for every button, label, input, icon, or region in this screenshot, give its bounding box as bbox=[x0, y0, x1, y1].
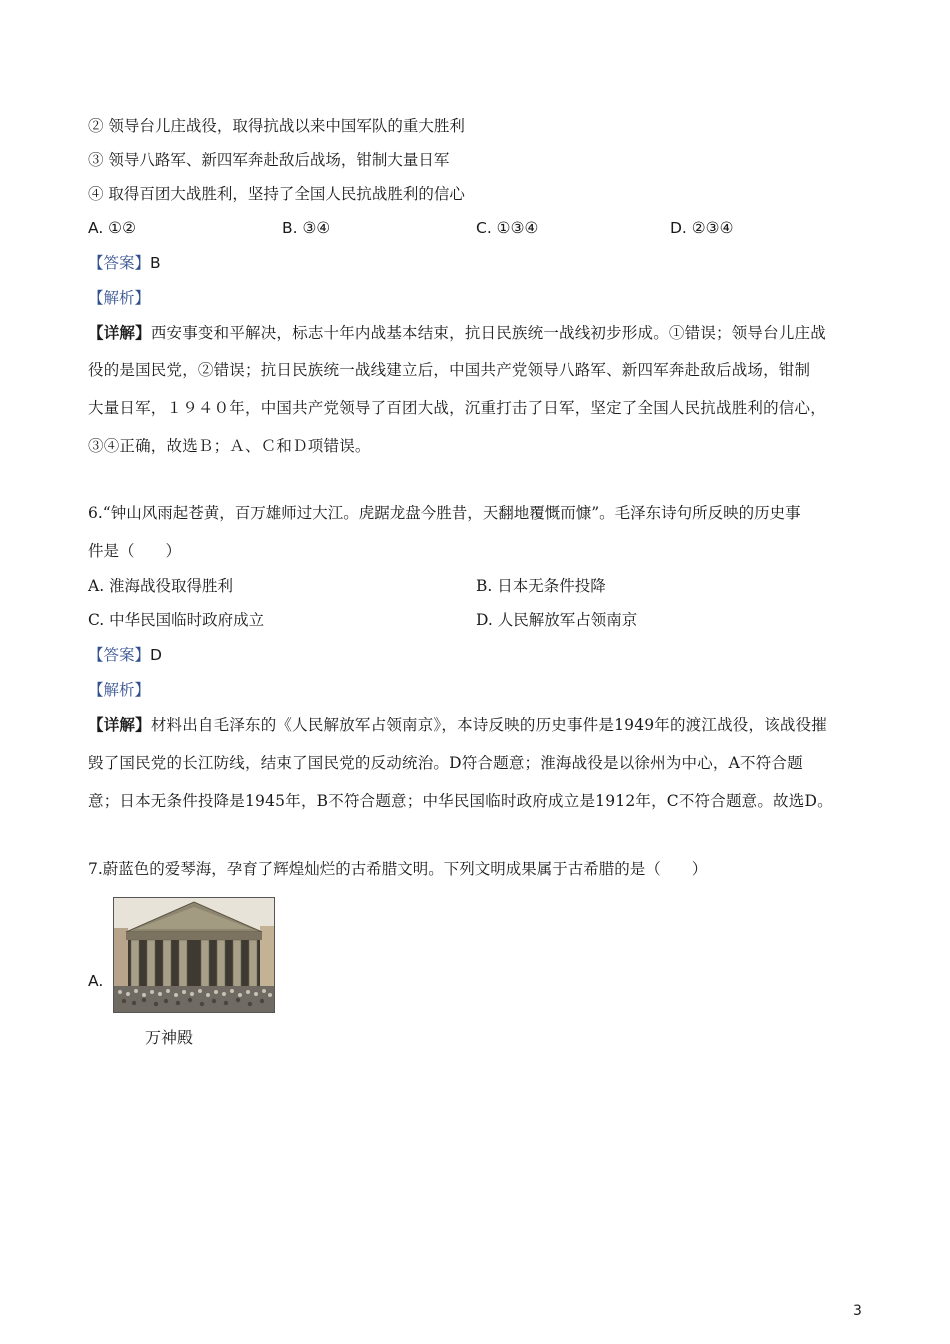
q6-answer bbox=[88, 644, 162, 666]
q6-option-a: A. 淮海战役取得胜利 bbox=[88, 577, 234, 595]
q5-detail-line-3: 大量日军，１９４０年，中国共产党领导了百团大战，沉重打击了日军，坚定了全国人民抗战胜利的信心， bbox=[88, 399, 826, 417]
q5-detail-line-4: ③④正确，故选Ｂ；Ａ、Ｃ和Ｄ项错误。 bbox=[88, 437, 371, 455]
q5-option-c: C. ①③④ bbox=[476, 219, 539, 237]
q5-detail-tag: 【详解】 bbox=[88, 323, 151, 342]
q6-detail-text-1: 材料出自毛泽东的《人民解放军占领南京》，本诗反映的历史事件是1949年的渡江战役，该战役摧 bbox=[150, 716, 828, 734]
q5-answer-value: B bbox=[150, 254, 161, 272]
q5-detail-line-2: 役的是国民党，②错误；抗日民族统一战线建立后，中国共产党领导八路军、新四军奔赴敌后战场，钳制 bbox=[88, 361, 811, 379]
q6-detail-line-3: 意；日本无条件投降是1945年，B不符合题意；中华民国临时政府成立是1912年，C不符合题意。故选D。 bbox=[88, 792, 833, 810]
q7-stem: 7.蔚蓝色的爱琴海，孕育了辉煌灿烂的古希腊文明。下列文明成果属于古希腊的是（ ） bbox=[88, 860, 708, 878]
q5-detail-text-1: 西安事变和平解决，标志十年内战基本结束，抗日民族统一战线初步形成。①错误；领导台儿庄战 bbox=[150, 324, 826, 342]
q5-item-4: ④ 取得百团大战胜利，坚持了全国人民抗战胜利的信心 bbox=[88, 185, 465, 203]
q6-answer-value: D bbox=[150, 646, 162, 664]
q5-detail-line-1 bbox=[88, 322, 864, 344]
q5-answer-tag: 【答案】 bbox=[88, 254, 151, 272]
q6-detail-line-1 bbox=[88, 714, 864, 736]
q5-analysis-tag: 【解析】 bbox=[88, 289, 151, 307]
q5-item-2: ② 领导台儿庄战役，取得抗战以来中国军队的重大胜利 bbox=[88, 117, 465, 135]
q7-option-a-label: A. bbox=[88, 972, 104, 990]
q7-option-a-caption: 万神殿 bbox=[145, 1028, 194, 1047]
q6-answer-tag: 【答案】 bbox=[88, 646, 151, 664]
q6-option-b: B. 日本无条件投降 bbox=[476, 577, 606, 595]
q5-answer bbox=[88, 252, 161, 274]
pantheon-illustration bbox=[114, 898, 274, 1012]
q6-detail-line-2: 毁了国民党的长江防线，结束了国民党的反动统治。D符合题意；淮海战役是以徐州为中心，A不符合题 bbox=[88, 754, 803, 772]
q6-stem-line-1: 6.“钟山风雨起苍黄，百万雄师过大江。虎踞龙盘今胜昔，天翻地覆慨而慷”。毛泽东诗句所反映的历史事 bbox=[88, 504, 801, 522]
q6-stem-line-2: 件是（ ） bbox=[88, 542, 182, 560]
q6-option-c: C. 中华民国临时政府成立 bbox=[88, 611, 265, 629]
q5-option-d: D. ②③④ bbox=[670, 219, 734, 237]
q5-item-3: ③ 领导八路军、新四军奔赴敌后战场，钳制大量日军 bbox=[88, 151, 450, 169]
pantheon-image bbox=[113, 897, 275, 1013]
q6-detail-tag: 【详解】 bbox=[88, 715, 151, 734]
q5-option-b: B. ③④ bbox=[282, 219, 331, 237]
page-number: 3 bbox=[853, 1303, 862, 1319]
q5-option-a: A. ①② bbox=[88, 219, 136, 237]
q6-analysis-tag: 【解析】 bbox=[88, 681, 151, 699]
q6-option-d: D. 人民解放军占领南京 bbox=[476, 611, 638, 629]
